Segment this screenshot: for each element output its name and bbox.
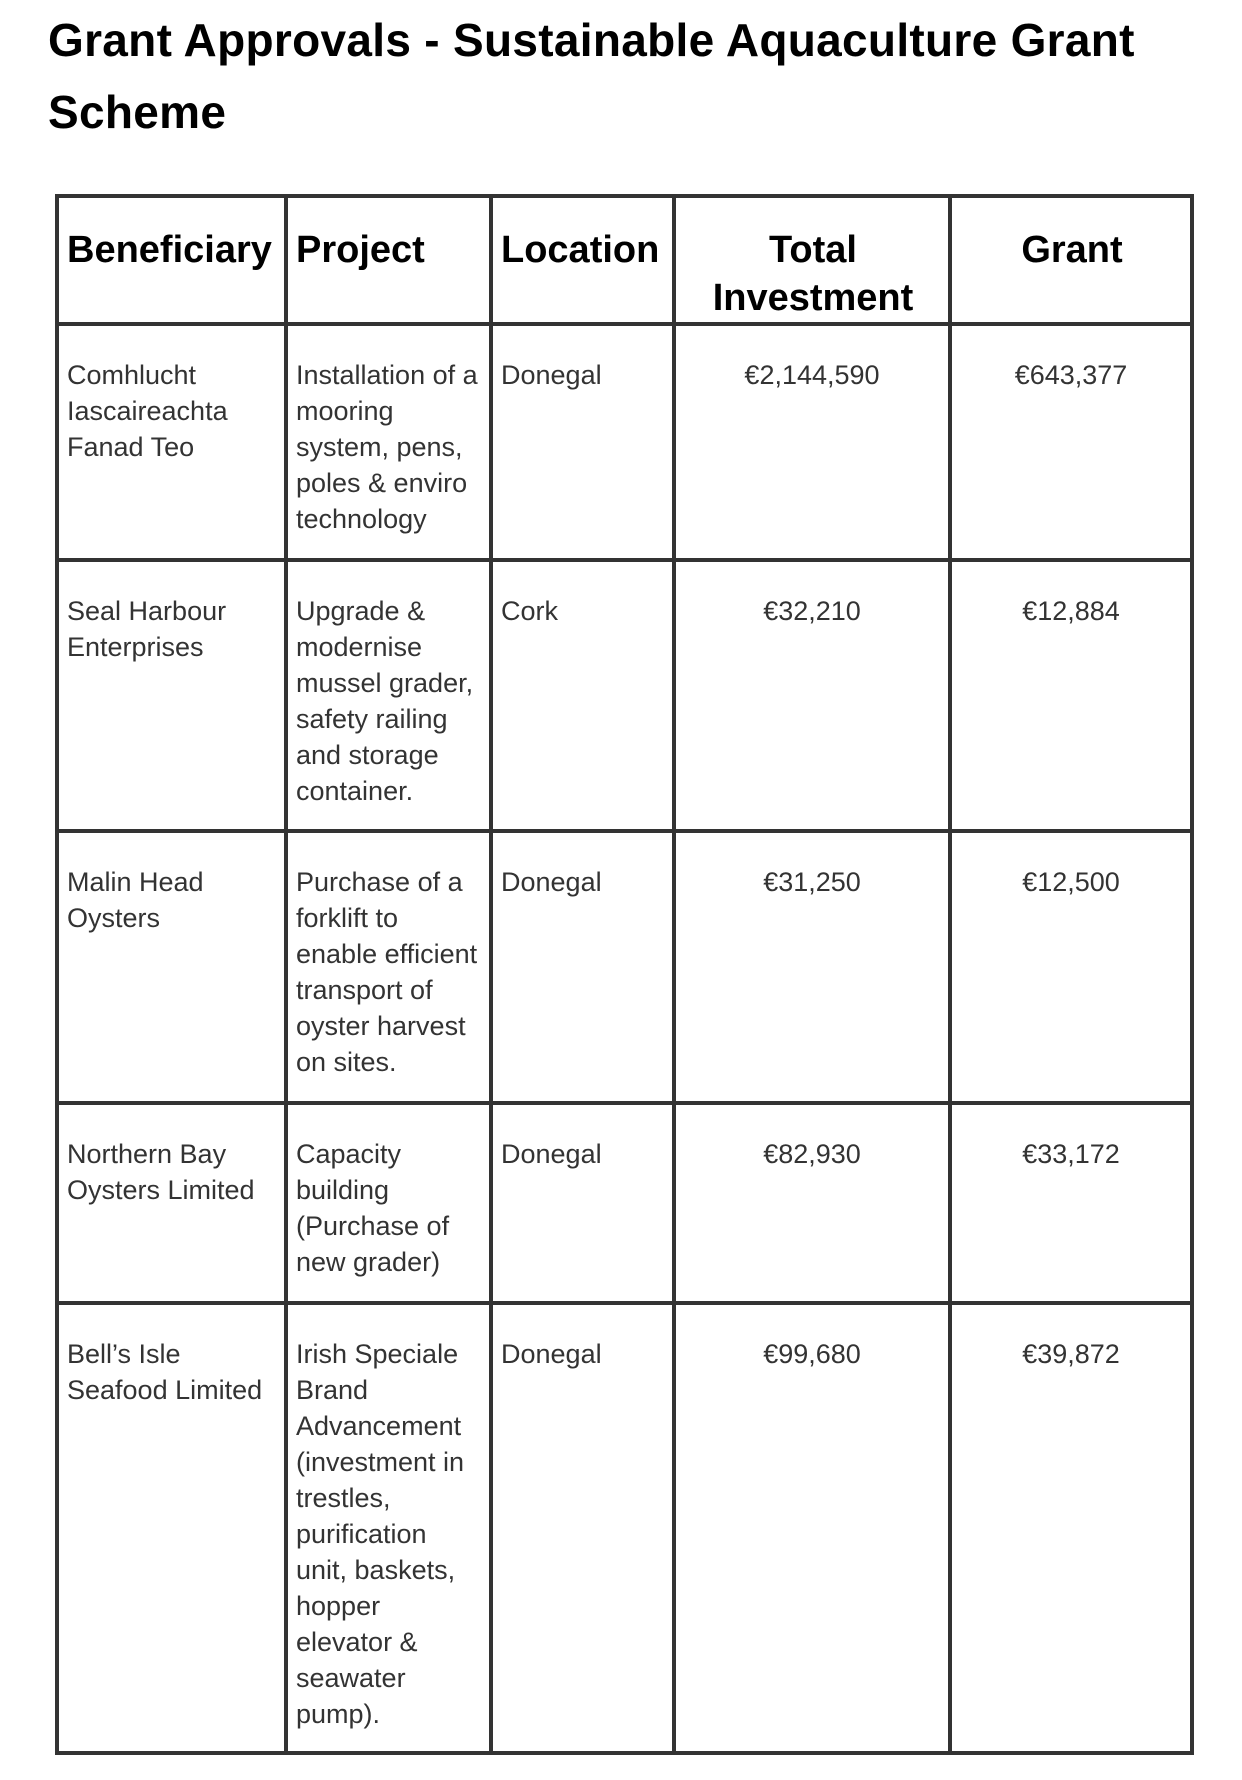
beneficiary-cell: Bell’s Isle Seafood Limited [57,1303,286,1753]
location-cell: Donegal [491,1103,674,1303]
table-row [57,831,1192,1103]
column-header-total-investment: Total Investment [674,196,950,324]
table-row [57,1303,1192,1753]
page-title: Grant Approvals - Sustainable Aquaculture Grant Scheme [48,14,1135,138]
column-header-project: Project [286,196,491,324]
beneficiary-cell: Northern Bay Oysters Limited [57,1103,286,1303]
beneficiary-cell: Comhlucht Iascaireachta Fanad Teo [57,324,286,560]
total-investment-cell: €32,210 [674,560,950,831]
table-row [57,1103,1192,1303]
location-cell: Donegal [491,324,674,560]
column-header-beneficiary: Beneficiary [57,196,286,324]
project-cell: Irish Speciale Brand Advancement (investment in trestles, purification unit, baskets, hopper elevator & seawater pump). [286,1303,491,1753]
grant-cell: €12,500 [950,831,1192,1103]
table-header-row [57,196,1192,324]
location-cell: Cork [491,560,674,831]
table-row [57,324,1192,560]
grant-approvals-table [55,194,1194,1755]
beneficiary-cell: Seal Harbour Enterprises [57,560,286,831]
location-cell: Donegal [491,1303,674,1753]
grant-cell: €12,884 [950,560,1192,831]
project-cell: Capacity building (Purchase of new grader) [286,1103,491,1303]
total-investment-cell: €31,250 [674,831,950,1103]
project-cell: Upgrade & modernise mussel grader, safety railing and storage container. [286,560,491,831]
column-header-grant: Grant [950,196,1192,324]
column-header-location: Location [491,196,674,324]
beneficiary-cell: Malin Head Oysters [57,831,286,1103]
grant-cell: €33,172 [950,1103,1192,1303]
grant-cell: €643,377 [950,324,1192,560]
location-cell: Donegal [491,831,674,1103]
table-row [57,560,1192,831]
project-cell: Installation of a mooring system, pens, poles & enviro technology [286,324,491,560]
project-cell: Purchase of a forklift to enable efficient transport of oyster harvest on sites. [286,831,491,1103]
total-investment-cell: €82,930 [674,1103,950,1303]
total-investment-cell: €99,680 [674,1303,950,1753]
total-investment-cell: €2,144,590 [674,324,950,560]
grant-cell: €39,872 [950,1303,1192,1753]
